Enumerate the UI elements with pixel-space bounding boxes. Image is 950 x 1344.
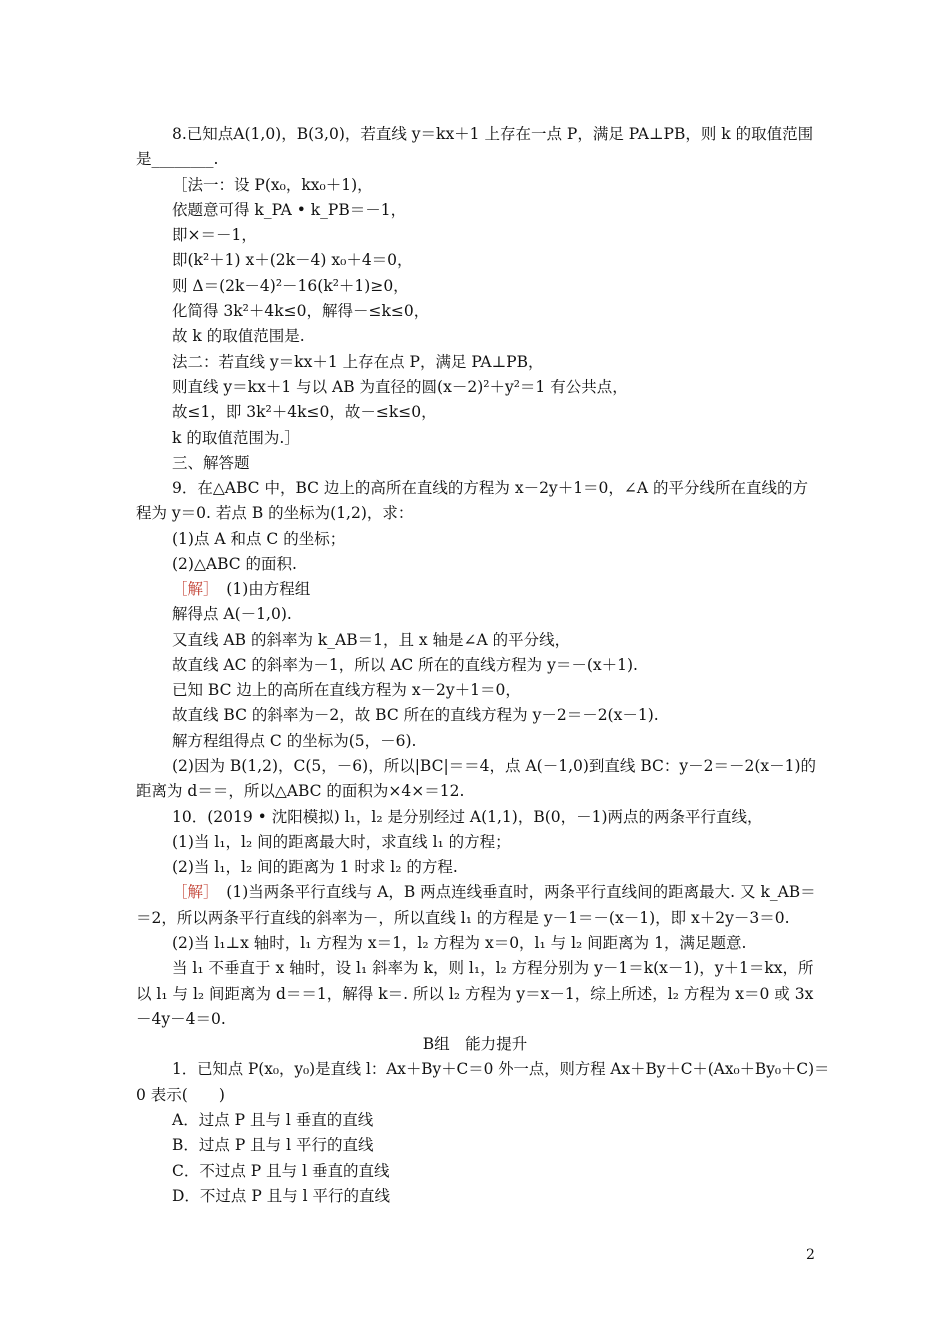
b1-option-a: A．过点 P 且与 l 垂直的直线 xyxy=(172,1111,374,1129)
q9-solution-1-text: (1)由方程组 xyxy=(226,580,311,598)
q10-solution-6: －4y－4＝0. xyxy=(136,1010,226,1028)
q10-solution-2: ＝2，所以两条平行直线的斜率为－，所以直线 l₁ 的方程是 y－1＝－(x－1)，即 x＋2y－3＝0. xyxy=(136,909,790,927)
b1-option-c: C．不过点 P 且与 l 垂直的直线 xyxy=(172,1162,390,1180)
q9-solution-8: (2)因为 B(1,2)，C(5，－6)，所以|BC|＝＝4，点 A(－1,0)到直线 BC：y－2＝－2(x－1)的 xyxy=(172,757,817,775)
q9-solution-2: 解得点 A(－1,0). xyxy=(172,605,292,623)
b1-option-b: B．过点 P 且与 l 平行的直线 xyxy=(172,1136,374,1154)
b1-option-d: D．不过点 P 且与 l 平行的直线 xyxy=(172,1187,391,1205)
q10-part2: (2)当 l₁，l₂ 间的距离为 1 时求 l₂ 的方程. xyxy=(172,858,458,876)
q10-part1: (1)当 l₁，l₂ 间的距离最大时，求直线 l₁ 的方程； xyxy=(172,833,511,851)
page-number: 2 xyxy=(806,1247,815,1263)
b1-line2: 0 表示( ) xyxy=(136,1086,225,1104)
q8-solution-3: 即×＝－1， xyxy=(172,226,257,244)
solution-label: ［解］ xyxy=(172,883,211,901)
q8-solution-7: 故 k 的取值范围是. xyxy=(172,327,305,345)
b1-line1: 1．已知点 P(x₀，y₀)是直线 l：Ax＋By＋C＝0 外一点，则方程 Ax＋By＋C＋(Ax₀＋By₀＋C)＝ xyxy=(172,1060,830,1078)
q9-solution-6: 故直线 BC 的斜率为－2，故 BC 所在的直线方程为 y－2＝－2(x－1). xyxy=(172,706,659,724)
q8-line2: 是________. xyxy=(136,150,219,168)
group-b-heading: B组 能力提升 xyxy=(422,1035,528,1053)
section-heading: 三、解答题 xyxy=(172,454,250,472)
q10-solution-1-text: (1)当两条平行直线与 A，B 两点连线垂直时，两条平行直线间的距离最大. 又 k_AB＝ xyxy=(226,883,816,901)
solution-label: ［解］ xyxy=(172,580,211,598)
q8-solution-2: 依题意可得 k_PA • k_PB＝－1， xyxy=(172,201,407,219)
q9-line2: 程为 y＝0. 若点 B 的坐标为(1,2)，求： xyxy=(136,504,414,522)
q9-solution-4: 故直线 AC 的斜率为－1，所以 AC 所在的直线方程为 y＝－(x＋1). xyxy=(172,656,638,674)
q8-solution-10: 故≤1，即 3k²＋4k≤0，故－≤k≤0， xyxy=(172,403,437,421)
q8-solution-6: 化简得 3k²＋4k≤0，解得－≤k≤0， xyxy=(172,302,430,320)
q10-solution-3: (2)当 l₁⊥x 轴时，l₁ 方程为 x＝1，l₂ 方程为 x＝0，l₁ 与 l₂ 间距离为 1，满足题意. xyxy=(172,934,747,952)
q8-solution-5: 则 Δ＝(2k－4)²－16(k²＋1)≥0， xyxy=(172,277,409,295)
q8-line1: 8.已知点A(1,0)，B(3,0)，若直线 y＝kx＋1 上存在一点 P，满足 PA⊥PB，则 k 的取值范围 xyxy=(172,125,814,143)
q9-solution-9: 距离为 d＝＝，所以△ABC 的面积为×4×＝12. xyxy=(136,782,465,800)
q10-solution-5: 以 l₁ 与 l₂ 间距离为 d＝＝1，解得 k＝. 所以 l₂ 方程为 y＝x－1，综上所述，l₂ 方程为 x＝0 或 3x xyxy=(136,985,814,1003)
q9-part1: (1)点 A 和点 C 的坐标； xyxy=(172,530,346,548)
q9-line1: 9．在△ABC 中，BC 边上的高所在直线的方程为 x－2y＋1＝0，∠A 的平分线所在直线的方 xyxy=(172,479,809,497)
q10-solution-1 xyxy=(172,882,816,902)
q10-line1: 10．(2019 • 沈阳模拟) l₁，l₂ 是分别经过 A(1,1)，B(0，－1)两点的两条平行直线， xyxy=(172,808,763,826)
q9-solution-5: 已知 BC 边上的高所在直线方程为 x－2y＋1＝0， xyxy=(172,681,521,699)
q8-solution-11: k 的取值范围为.］ xyxy=(172,429,300,447)
q8-solution-4: 即(k²＋1) x＋(2k－4) x₀＋4＝0， xyxy=(172,251,413,269)
q8-solution-1: ［法一：设 P(x₀，kx₀＋1)， xyxy=(172,176,373,194)
q9-part2: (2)△ABC 的面积. xyxy=(172,555,297,573)
q9-solution-1 xyxy=(172,579,310,599)
q9-solution-3: 又直线 AB 的斜率为 k_AB＝1，且 x 轴是∠A 的平分线， xyxy=(172,631,571,649)
q8-solution-9: 则直线 y＝kx＋1 与以 AB 为直径的圆(x－2)²＋y²＝1 有公共点， xyxy=(172,378,628,396)
q10-solution-4: 当 l₁ 不垂直于 x 轴时，设 l₁ 斜率为 k，则 l₁，l₂ 方程分别为 y－1＝k(x－1)，y＋1＝kx，所 xyxy=(172,959,814,977)
q8-solution-8: 法二：若直线 y＝kx＋1 上存在点 P，满足 PA⊥PB， xyxy=(172,353,544,371)
q9-solution-7: 解方程组得点 C 的坐标为(5，－6). xyxy=(172,732,417,750)
